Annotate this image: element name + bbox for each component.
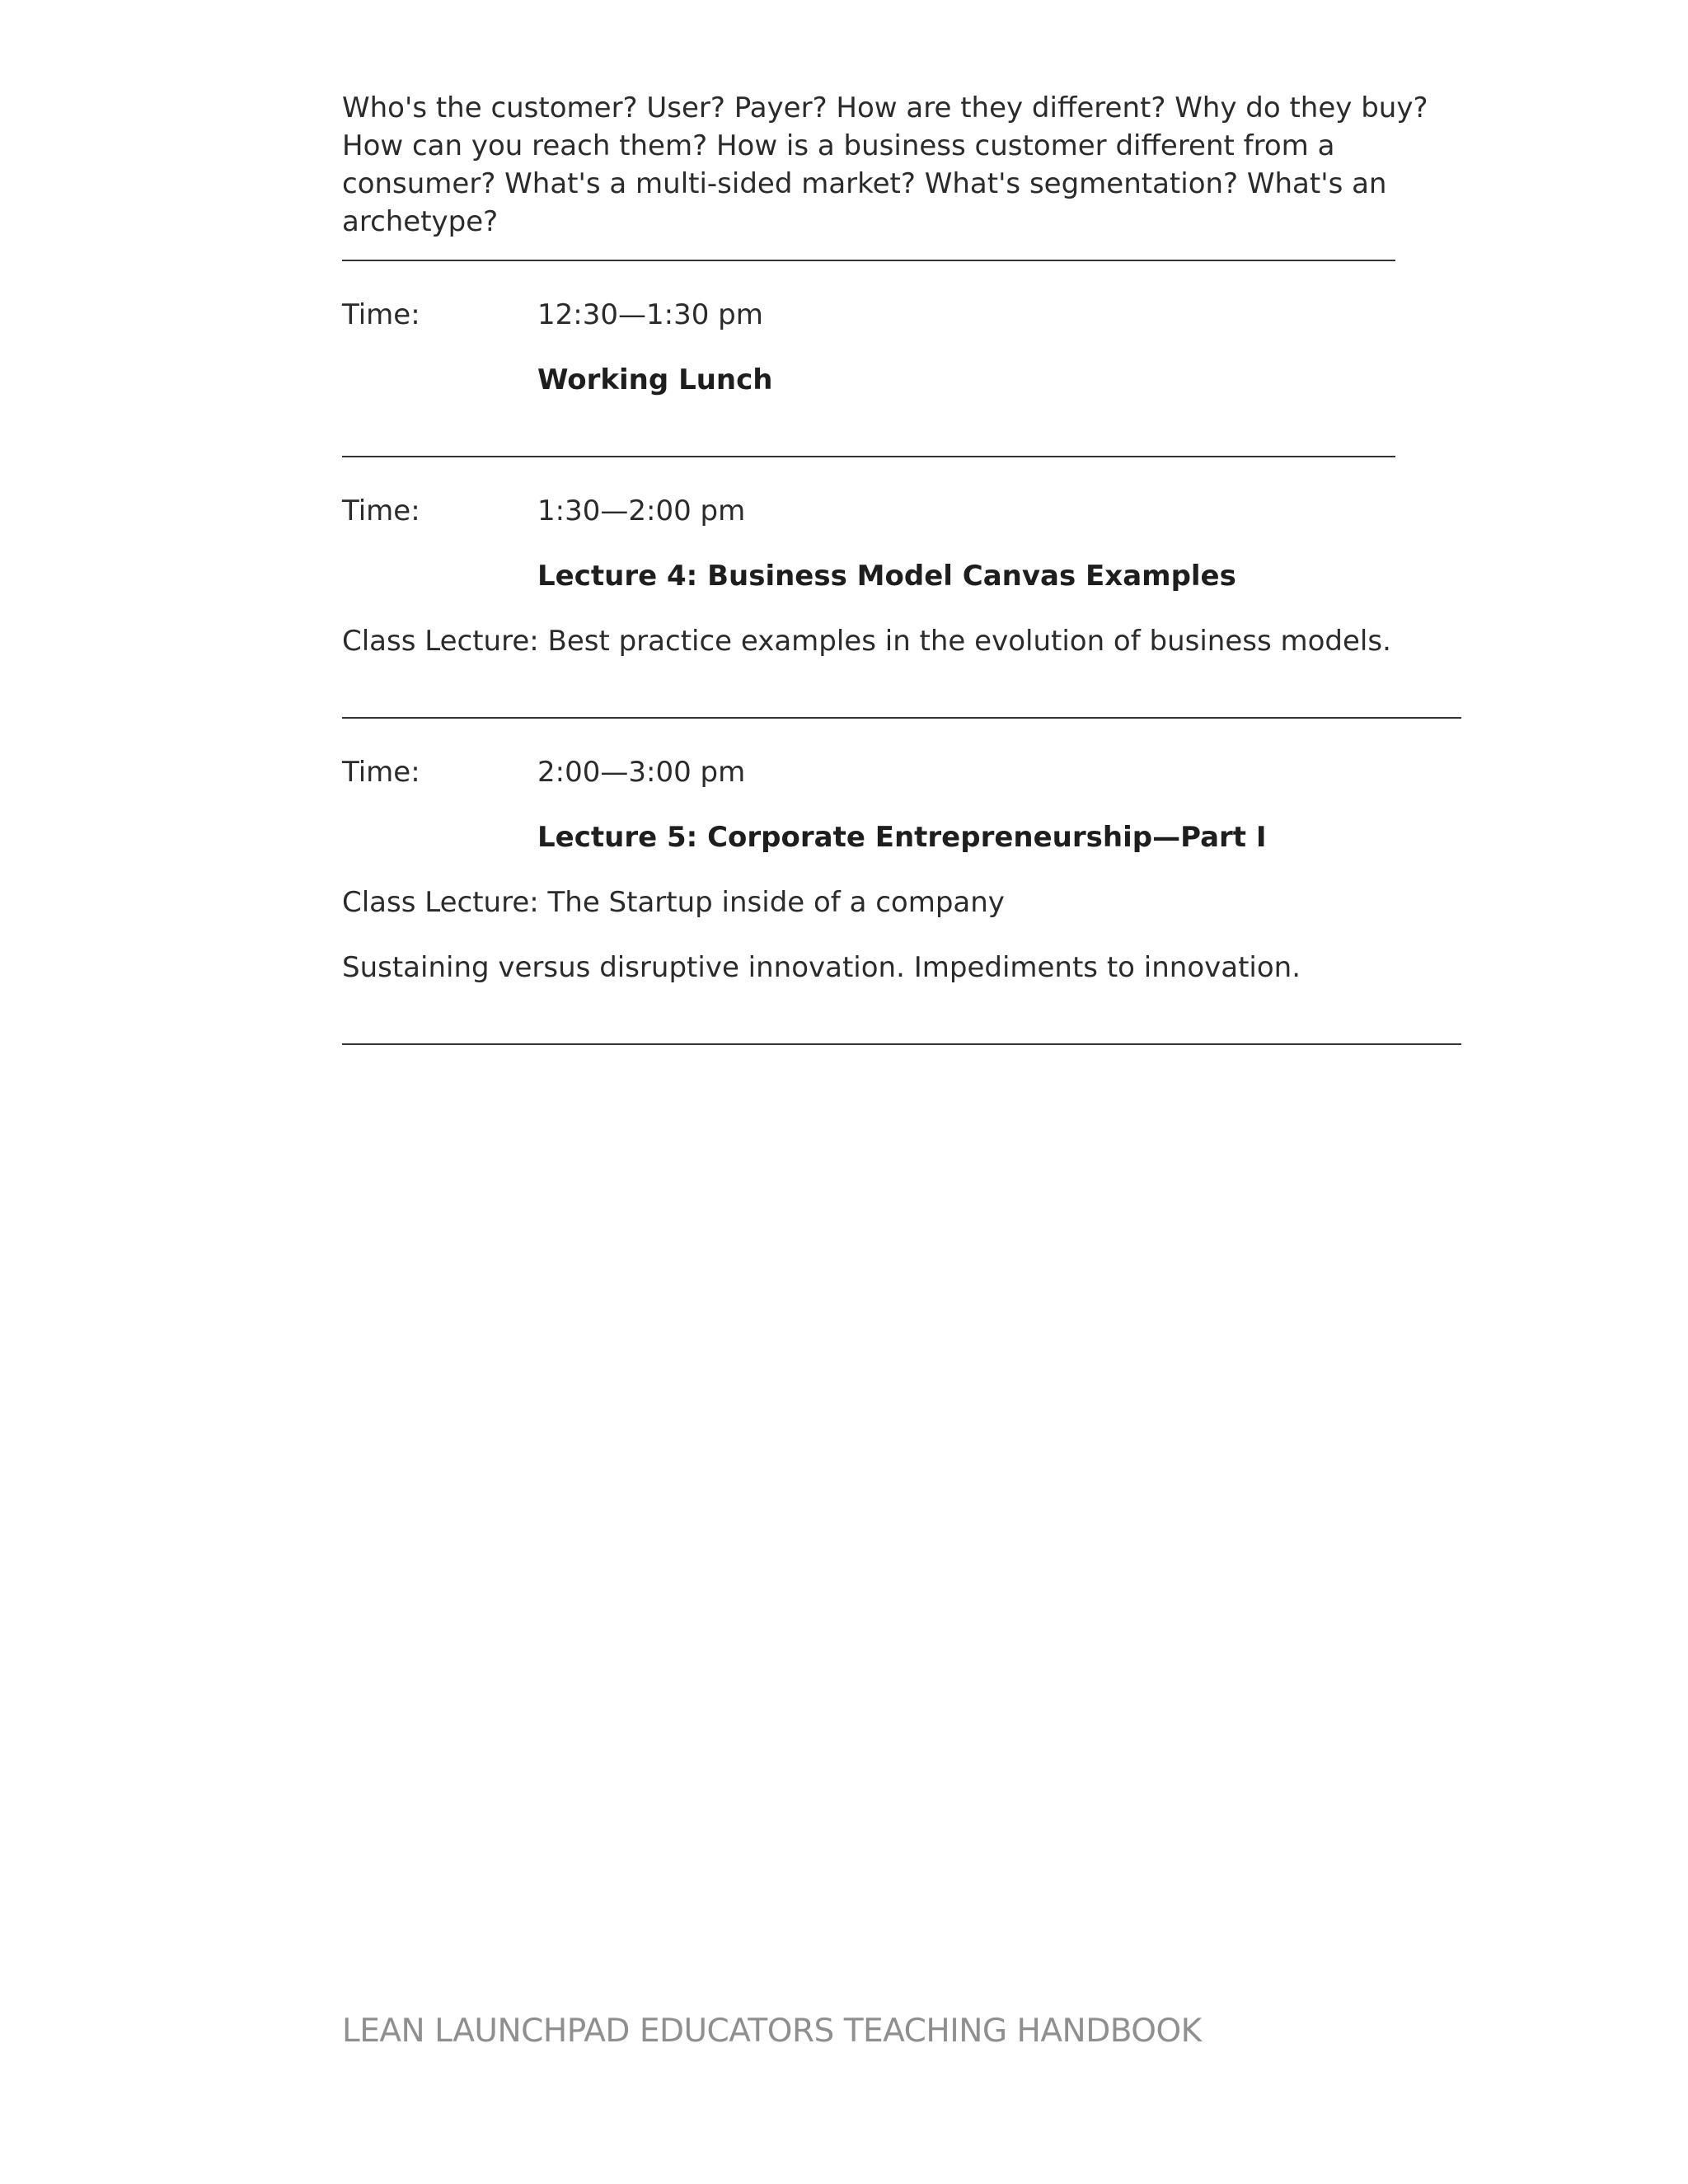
section-divider <box>342 717 1461 719</box>
section-divider <box>342 260 1395 261</box>
session-description: Sustaining versus disruptive innovation. Impediments to innovation. <box>342 951 1301 984</box>
section-divider <box>342 1043 1461 1045</box>
time-label: Time: <box>342 756 420 789</box>
time-label: Time: <box>342 298 420 331</box>
session-description: Class Lecture: Best practice examples in the evolution of business models. <box>342 625 1391 658</box>
session-time: 12:30—1:30 pm <box>537 298 763 331</box>
session-time: 2:00—3:00 pm <box>537 756 746 789</box>
session-title: Working Lunch <box>537 363 773 396</box>
session-time: 1:30—2:00 pm <box>537 494 746 527</box>
intro-paragraph: Who's the customer? User? Payer? How are they different? Why do they buy? How can you reach them? How is a business customer different from a consumer? What's a multi-sided market? What's segmentation? What's an archetype? <box>342 91 1428 238</box>
section-divider <box>342 456 1395 457</box>
session-title: Lecture 5: Corporate Entrepreneurship—Part I <box>537 821 1267 854</box>
page-footer: LEAN LAUNCHPAD EDUCATORS TEACHING HANDBOOK <box>342 2013 1202 2050</box>
session-title: Lecture 4: Business Model Canvas Examples <box>537 560 1236 593</box>
time-label: Time: <box>342 494 420 527</box>
session-description: Class Lecture: The Startup inside of a company <box>342 886 1005 919</box>
